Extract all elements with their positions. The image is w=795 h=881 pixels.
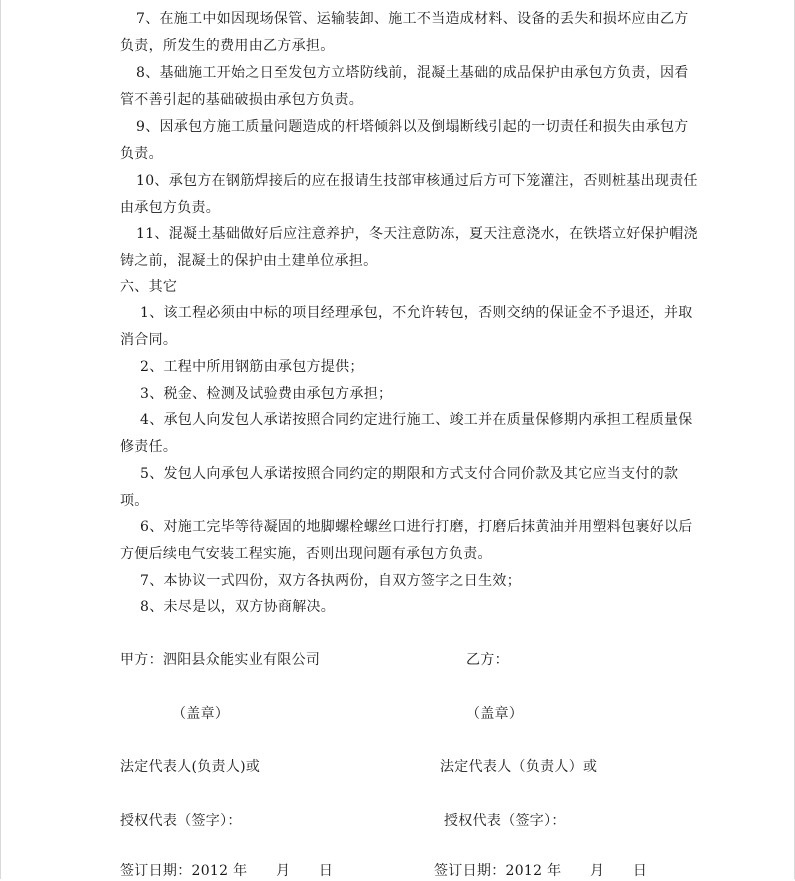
sign-date-b: 签订日期：2012 年 月 日 (434, 863, 648, 879)
seal-b: （盖章） (466, 706, 524, 722)
clause-10-line-1: 10、承包方在钢筋焊接后的应在报请生技部审核通过后方可下笼灌注，否则桩基出现责任 (136, 173, 698, 189)
clause-7-line-1: 7、在施工中如因现场保管、运输装卸、施工不当造成材料、设备的丢失和损坏应由乙方 (136, 11, 689, 27)
clause-9-line-1: 9、因承包方施工质量问题造成的杆塔倾斜以及倒塌断线引起的一切责任和损失由承包方 (136, 119, 689, 135)
sign-date-a: 签订日期：2012 年 月 日 (120, 863, 334, 879)
other-item-4-line-2: 修责任。 (120, 439, 178, 455)
clause-10-line-2: 由承包方负责。 (120, 200, 221, 216)
other-item-6-line-1: 6、对施工完毕等待凝固的地脚螺栓螺丝口进行打磨，打磨后抹黄油并用塑料包裹好以后 (140, 519, 693, 535)
other-item-5-line-2: 项。 (120, 493, 149, 509)
other-item-7: 7、本协议一式四份，双方各执两份，自双方签字之日生效； (140, 573, 522, 589)
clause-8-line-2: 管不善引起的基础破损由承包方负责。 (120, 92, 364, 108)
legal-rep-a: 法定代表人(负责人)或 (120, 759, 261, 775)
party-a: 甲方：泗阳县众能实业有限公司 (120, 652, 321, 668)
section-title: 六、其它 (120, 279, 178, 295)
other-item-8: 8、未尽是以，双方协商解决。 (140, 599, 336, 615)
other-item-2: 2、工程中所用钢筋由承包方提供； (140, 359, 364, 375)
other-item-3: 3、税金、检测及试验费由承包方承担； (140, 386, 393, 402)
party-b: 乙方： (466, 652, 509, 668)
page-left-edge (0, 0, 1, 879)
seal-a: （盖章） (172, 706, 230, 722)
clause-7-line-2: 负责，所发生的费用由乙方承担。 (120, 38, 335, 54)
auth-rep-b: 授权代表（签字）： (444, 813, 566, 829)
other-item-5-line-1: 5、发包人向承包人承诺按照合同约定的期限和方式支付合同价款及其它应当支付的款 (140, 466, 679, 482)
other-item-6-line-2: 方便后续电气安装工程实施，否则出现问题有承包方负责。 (120, 546, 492, 562)
other-item-4-line-1: 4、承包人向发包人承诺按照合同约定进行施工、竣工并在质量保修期内承担工程质量保 (140, 412, 693, 428)
clause-9-line-2: 负责。 (120, 146, 163, 162)
legal-rep-b: 法定代表人（负责人）或 (440, 759, 598, 775)
auth-rep-a: 授权代表（签字）： (120, 813, 242, 829)
clause-11-line-1: 11、混凝土基础做好后应注意养护，冬天注意防冻，夏天注意浇水，在铁塔立好保护帽浇 (136, 226, 698, 242)
other-item-1-line-1: 1、该工程必须由中标的项目经理承包，不允许转包，否则交纳的保证金不予退还，并取 (140, 305, 693, 321)
other-item-1-line-2: 消合同。 (120, 332, 178, 348)
clause-11-line-2: 铸之前，混凝土的保护由土建单位承担。 (120, 253, 378, 269)
clause-8-line-1: 8、基础施工开始之日至发包方立塔防线前，混凝土基础的成品保护由承包方负责，因看 (136, 65, 689, 81)
